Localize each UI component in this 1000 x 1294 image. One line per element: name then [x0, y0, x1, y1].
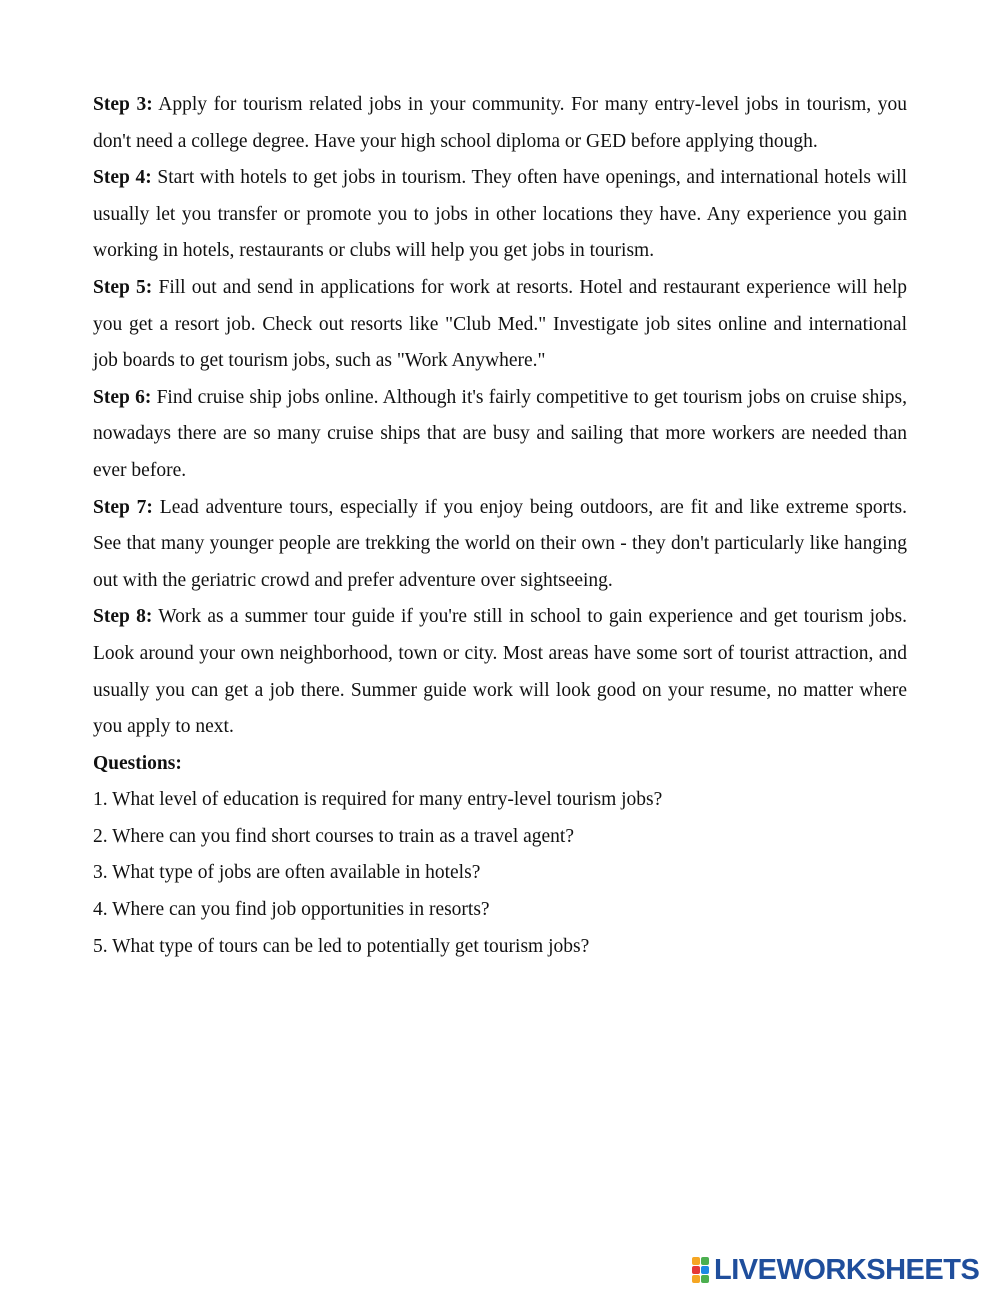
question-item: 3. What type of jobs are often available in hotels? — [93, 862, 481, 884]
question-item: 4. Where can you find job opportunities in resorts? — [93, 899, 490, 921]
logo-block — [701, 1266, 709, 1274]
step-7-paragraph — [93, 490, 907, 600]
step-label: Step 5: — [93, 276, 153, 298]
step-text: Apply for tourism related jobs in your community. For many entry-level jobs in tourism, you don't need a college degree. Have your high school diploma or GED before applying though. — [93, 94, 907, 152]
step-text: Fill out and send in applications for work at resorts. Hotel and restaurant experience will help you get a resort job. Check out resorts like "Club Med." Investigate job sites online and international job boards to get tourism jobs, such as "Work Anywhere." — [93, 276, 907, 372]
logo-text: LIVEWORKSHEETS — [714, 1253, 980, 1286]
step-label: Step 6: — [93, 386, 152, 408]
step-text: Lead adventure tours, especially if you enjoy being outdoors, are fit and like extreme sports. See that many younger people are trekking the world on their own - they don't particularly like hanging out with the geriatric crowd and prefer adventure over sightseeing. — [93, 496, 907, 591]
step-6-paragraph — [93, 380, 907, 490]
step-text: Work as a summer tour guide if you're still in school to gain experience and get tourism jobs. Look around your own neighborhood, town or city. Most areas have some sort of tourist attraction, and usually you can get a job there. Summer guide work will look good on your resume, no matter where you apply to next. — [93, 606, 908, 738]
logo-block — [701, 1275, 709, 1283]
liveworksheets-logo — [692, 1254, 979, 1286]
step-3-paragraph — [93, 87, 907, 160]
step-8-paragraph — [93, 599, 907, 745]
step-label: Step 3: — [93, 94, 153, 115]
step-text: Start with hotels to get jobs in tourism. They often have openings, and international hotels will usually let you transfer or promote you to jobs in other locations they have. Any experience you gain working in hotels, restaurants or clubs will help you get jobs in tourism. — [93, 167, 908, 262]
logo-block — [692, 1275, 700, 1283]
step-label: Step 7: — [93, 496, 153, 518]
logo-blocks-icon — [692, 1256, 710, 1284]
step-text: Find cruise ship jobs online. Although it's fairly competitive to get tourism jobs on cruise ships, nowadays there are so many cruise ships that are busy and sailing that more workers are needed than ever before. — [93, 386, 908, 481]
question-item: 2. Where can you find short courses to train as a travel agent? — [93, 825, 575, 847]
step-label: Step 4: — [93, 167, 152, 189]
worksheet-page — [93, 87, 907, 965]
logo-block — [692, 1266, 700, 1274]
question-item: 1. What level of education is required for many entry-level tourism jobs? — [93, 789, 663, 811]
logo-block — [692, 1257, 700, 1265]
questions-heading: Questions: — [93, 752, 182, 774]
step-5-paragraph — [93, 270, 907, 380]
step-label: Step 8: — [93, 606, 153, 628]
question-item: 5. What type of tours can be led to potentially get tourism jobs? — [93, 935, 590, 957]
step-4-paragraph — [93, 160, 907, 270]
logo-block — [701, 1257, 709, 1265]
